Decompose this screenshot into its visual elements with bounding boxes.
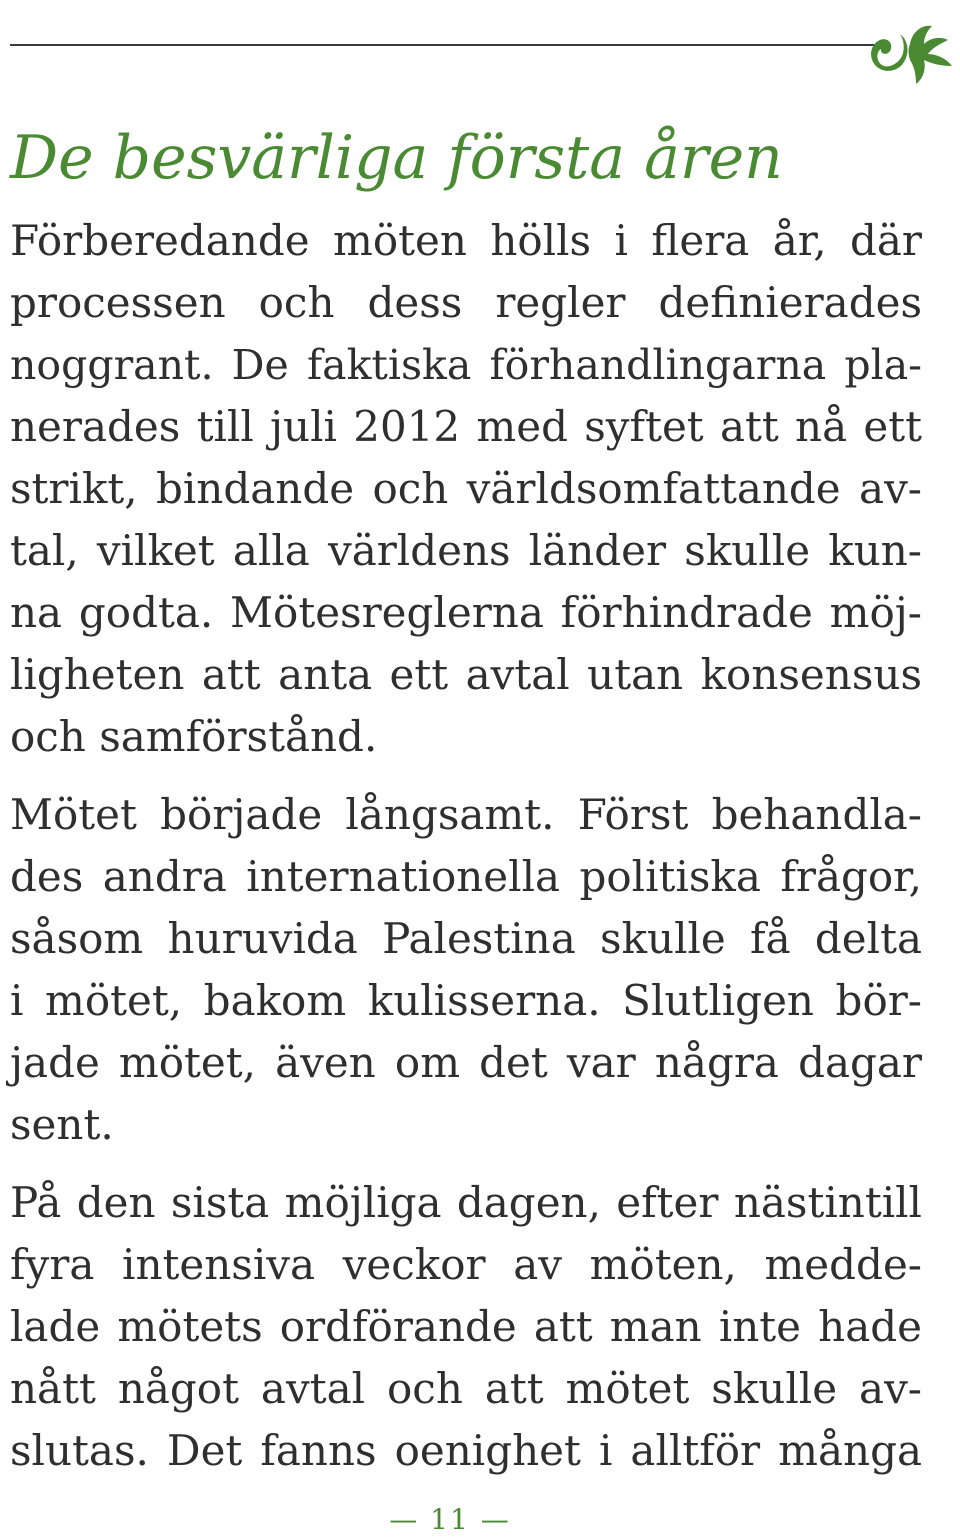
page-title: De besvärliga första åren bbox=[10, 123, 783, 193]
floral-ornament-icon bbox=[858, 14, 958, 94]
text-line: fyra intensiva veckor av möten, medde- bbox=[10, 1240, 922, 1289]
text-line: na godta. Mötesreglerna förhindrade möj- bbox=[10, 588, 922, 637]
text-line: tal, vilket alla världens länder skulle kun- bbox=[10, 526, 922, 575]
paragraph-3 bbox=[10, 1172, 922, 1482]
text-line: nått något avtal och att mötet skulle av- bbox=[10, 1364, 922, 1413]
text-line: slutas. Det fanns oenighet i alltför många bbox=[10, 1426, 922, 1475]
text-line: såsom huruvida Palestina skulle få delta bbox=[10, 914, 922, 963]
text-line: lade mötets ordförande att man inte hade bbox=[10, 1302, 922, 1351]
text-line: och samförstånd. bbox=[10, 712, 378, 761]
text-line: Förberedande möten hölls i flera år, där bbox=[10, 216, 922, 265]
page-number: — 11 — bbox=[389, 1503, 511, 1536]
text-line: processen och dess regler definierades bbox=[10, 278, 922, 327]
paragraph-2 bbox=[10, 784, 922, 1156]
text-line: des andra internationella politiska frågor, bbox=[10, 852, 922, 901]
text-line: jade mötet, även om det var några dagar bbox=[10, 1038, 922, 1087]
header-rule bbox=[10, 44, 890, 46]
paragraph-1 bbox=[10, 210, 922, 768]
text-line: Mötet började långsamt. Först behandla- bbox=[10, 790, 922, 839]
text-line: ligheten att anta ett avtal utan konsensus bbox=[10, 650, 922, 699]
text-line: noggrant. De faktiska förhandlingarna pla- bbox=[10, 341, 922, 389]
text-line: i mötet, bakom kulisserna. Slutligen bör- bbox=[10, 976, 922, 1025]
text-line: nerades till juli 2012 med syftet att nå ett bbox=[10, 402, 922, 451]
text-line: sent. bbox=[10, 1100, 114, 1149]
text-line: strikt, bindande och världsomfattande av- bbox=[10, 464, 922, 513]
text-line: På den sista möjliga dagen, efter nästintill bbox=[10, 1178, 922, 1227]
